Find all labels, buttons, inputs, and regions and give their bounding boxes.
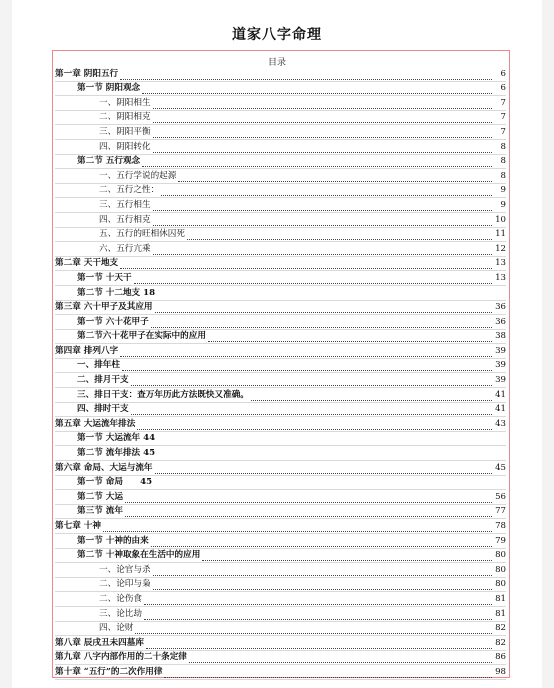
toc-page-number: 7 xyxy=(500,97,506,108)
toc-entry[interactable] xyxy=(55,549,506,564)
toc-entry-label: 第一节 大运流年 44 xyxy=(77,433,156,444)
toc-page-number: 86 xyxy=(495,652,506,663)
toc-entry[interactable] xyxy=(55,169,506,184)
toc-entry-label: 第二节六十花甲子在实际中的应用 xyxy=(77,331,206,342)
toc-entry-label: 四、阴阳转化 xyxy=(99,141,151,152)
toc-leader-dots xyxy=(202,552,492,561)
toc-entry[interactable] xyxy=(55,140,506,155)
toc-entry-label: 六、五行亢乘 xyxy=(99,243,151,254)
toc-leader-dots xyxy=(155,465,492,474)
toc-entry[interactable] xyxy=(55,155,506,170)
toc-page-number: 9 xyxy=(500,185,506,196)
toc-entry-label: 第十章 “五行”的二次作用律 xyxy=(55,666,163,677)
toc-page-number: 39 xyxy=(495,360,506,371)
toc-entry[interactable] xyxy=(55,534,506,549)
toc-entry-label: 五、五行的旺相休囚死 xyxy=(99,229,185,240)
toc-entry-label: 二、阴阳相克 xyxy=(99,112,151,123)
toc-entry-label: 一、五行学说的起源 xyxy=(99,170,177,181)
toc-entry[interactable] xyxy=(55,198,506,213)
toc-page-number: 81 xyxy=(495,608,506,619)
document-page xyxy=(12,0,542,688)
toc-leader-dots xyxy=(146,640,492,649)
toc-page-number: 36 xyxy=(495,316,506,327)
toc-leader-dots xyxy=(135,625,492,634)
toc-entry[interactable] xyxy=(55,271,506,286)
toc-leader-dots xyxy=(103,523,492,532)
toc-leader-dots xyxy=(178,173,492,182)
toc-leader-dots xyxy=(122,362,492,371)
toc-leader-dots xyxy=(153,129,492,138)
toc-entry-label: 第二章 天干地支 xyxy=(55,258,119,269)
toc-entry[interactable] xyxy=(55,213,506,228)
toc-leader-dots xyxy=(144,611,492,620)
toc-page-number: 39 xyxy=(495,345,506,356)
toc-entry[interactable] xyxy=(55,403,506,418)
toc-entry[interactable] xyxy=(55,622,506,637)
toc-entry[interactable] xyxy=(55,286,506,301)
toc-leader-dots xyxy=(153,202,492,211)
toc-page-number: 41 xyxy=(495,389,506,400)
toc-entry[interactable] xyxy=(55,519,506,534)
toc-leader-dots xyxy=(134,275,492,284)
toc-leader-dots xyxy=(161,187,492,196)
toc-entry-label: 四、排时干支 xyxy=(77,404,129,415)
toc-page-number: 98 xyxy=(495,666,506,677)
toc-leader-dots xyxy=(153,144,492,153)
toc-leader-dots xyxy=(155,304,492,313)
toc-entry[interactable] xyxy=(55,578,506,593)
toc-leader-dots xyxy=(164,669,492,678)
toc-page-number: 43 xyxy=(495,418,506,429)
toc-heading: 目录 xyxy=(267,58,286,68)
toc-entry-label: 第二节 流年排法 45 xyxy=(77,448,156,459)
toc-page-number: 6 xyxy=(500,83,506,94)
toc-page-number: 79 xyxy=(495,535,506,546)
toc-leader-dots xyxy=(153,217,492,226)
toc-page-number: 78 xyxy=(495,521,506,531)
toc-page-number: 8 xyxy=(500,141,506,152)
toc-entry-label: 第二节 十神取象在生活中的应用 xyxy=(77,550,201,561)
toc-leader-dots xyxy=(131,406,492,415)
toc-entry[interactable] xyxy=(55,359,506,374)
toc-leader-dots xyxy=(251,392,492,401)
toc-entry[interactable] xyxy=(55,592,506,607)
toc-leader-dots xyxy=(153,581,492,590)
toc-page-number: 6 xyxy=(500,68,506,79)
toc-entry-label: 三、五行相生 xyxy=(99,199,151,210)
toc-entry[interactable] xyxy=(55,505,506,520)
toc-page-number: 13 xyxy=(495,272,506,283)
toc-leader-dots xyxy=(120,71,492,80)
toc-entry-label: 三、阴阳平衡 xyxy=(99,126,151,137)
toc-leader-dots xyxy=(120,348,492,357)
toc-entry-label: 第一章 阴阳五行 xyxy=(55,68,119,79)
toc-entry-label: 第二节 十二地支 18 xyxy=(77,287,156,298)
toc-entry-label: 第五章 大运流年排法 xyxy=(55,418,136,429)
toc-entry-label: 三、论比劫 xyxy=(99,608,142,619)
toc-leader-dots xyxy=(131,377,492,386)
toc-entry-label: 二、五行之性： xyxy=(99,185,160,196)
toc-page-number: 10 xyxy=(495,214,506,225)
toc-page-number: 38 xyxy=(495,331,506,342)
toc-entry-label: 第二节 五行观念 xyxy=(77,156,141,167)
toc-entry-label: 二、论伤食 xyxy=(99,593,142,604)
toc-leader-dots xyxy=(137,421,492,430)
toc-entry[interactable] xyxy=(55,330,506,345)
toc-leader-dots xyxy=(153,114,492,123)
toc-entry[interactable] xyxy=(55,67,506,82)
toc-entry[interactable] xyxy=(55,344,506,359)
toc-entry-label: 第一节 六十花甲子 xyxy=(77,316,149,327)
toc-entry[interactable] xyxy=(55,315,506,330)
toc-entry[interactable] xyxy=(55,257,506,272)
toc-page-number: 45 xyxy=(495,462,506,473)
toc-page-number: 7 xyxy=(500,112,506,123)
toc-entry[interactable] xyxy=(55,432,506,447)
toc-leader-dots xyxy=(189,654,492,663)
toc-entry[interactable] xyxy=(55,125,506,140)
toc-entry-label: 四、五行相克 xyxy=(99,214,151,225)
toc-page-number: 82 xyxy=(495,637,506,648)
toc-entry-label: 第九章 八字内部作用的二十条定律 xyxy=(55,652,187,663)
toc-entry-label: 一、论官与杀 xyxy=(99,564,151,575)
toc-entry[interactable] xyxy=(55,563,506,578)
toc-entry-label: 一、阴阳相生 xyxy=(99,97,151,108)
toc-entry[interactable] xyxy=(55,665,506,680)
document-title: 道家八字命理 xyxy=(232,27,322,43)
toc-entry[interactable] xyxy=(55,636,506,651)
toc-leader-dots xyxy=(120,260,492,269)
toc-page-number: 80 xyxy=(495,564,506,575)
toc-entry[interactable] xyxy=(55,476,506,491)
toc-entry[interactable] xyxy=(55,242,506,257)
toc-entry[interactable] xyxy=(55,82,506,97)
toc-page-number: 11 xyxy=(495,229,506,240)
toc-entry-label: 第二节 大运 xyxy=(77,491,123,502)
toc-entry-label: 第三章 六十甲子及其应用 xyxy=(55,302,153,313)
toc-entry[interactable] xyxy=(55,607,506,622)
toc-entry-label: 四、论财 xyxy=(99,623,134,634)
toc-entry-label: 第四章 排列八字 xyxy=(55,345,119,356)
toc-entry-label: 第一节 阴阳观念 xyxy=(77,83,141,94)
toc-entry[interactable] xyxy=(55,301,506,316)
toc-leader-dots xyxy=(151,538,492,547)
toc-page-number: 7 xyxy=(500,126,506,137)
toc-entry-label: 第六章 命局、大运与流年 xyxy=(55,462,153,473)
toc-entry-label: 一、排年柱 xyxy=(77,360,120,371)
toc-leader-dots xyxy=(208,333,492,342)
toc-leader-dots xyxy=(187,231,492,240)
toc-entry-label: 第八章 辰戌丑未四墓库 xyxy=(55,637,144,648)
toc-entry[interactable] xyxy=(55,651,506,666)
toc-page-number: 39 xyxy=(495,375,506,386)
toc-list xyxy=(55,67,506,680)
toc-leader-dots xyxy=(151,319,492,328)
toc-entry[interactable] xyxy=(55,373,506,388)
toc-page-number: 81 xyxy=(495,593,506,604)
toc-entry-label: 第三节 流年 xyxy=(77,506,123,517)
toc-page-number: 12 xyxy=(495,243,506,254)
toc-entry-label: 三、排日干支：查万年历此方法既快又准确。 xyxy=(77,389,249,400)
toc-leader-dots xyxy=(153,567,492,576)
toc-page-number: 36 xyxy=(495,302,506,313)
toc-entry-label: 第七章 十神 xyxy=(55,521,101,531)
toc-entry[interactable] xyxy=(55,111,506,126)
toc-entry[interactable] xyxy=(55,184,506,199)
toc-leader-dots xyxy=(153,246,492,255)
toc-leader-dots xyxy=(125,508,492,517)
toc-entry-label: 二、排月干支 xyxy=(77,375,129,386)
toc-entry-label: 第一节 十神的由来 xyxy=(77,535,149,546)
toc-entry[interactable] xyxy=(55,388,506,403)
toc-page-number: 41 xyxy=(495,404,506,415)
toc-entry[interactable] xyxy=(55,461,506,476)
toc-page-number: 8 xyxy=(500,156,506,167)
toc-leader-dots xyxy=(142,85,492,94)
toc-entry[interactable] xyxy=(55,417,506,432)
toc-page-number: 13 xyxy=(495,258,506,269)
toc-leader-dots xyxy=(144,596,492,605)
toc-page-number: 9 xyxy=(500,199,506,210)
toc-entry[interactable] xyxy=(55,446,506,461)
toc-page-number: 80 xyxy=(495,550,506,561)
toc-leader-dots xyxy=(153,100,492,109)
toc-entry-label: 二、论印与枭 xyxy=(99,579,151,590)
toc-entry[interactable] xyxy=(55,228,506,243)
toc-entry-label: 第一节 命局 45 xyxy=(77,477,153,488)
toc-leader-dots xyxy=(142,158,492,167)
toc-leader-dots xyxy=(125,494,492,503)
toc-entry-label: 第一节 十天干 xyxy=(77,272,132,283)
toc-page-number: 77 xyxy=(495,506,506,517)
toc-page-number: 8 xyxy=(500,170,506,181)
toc-page-number: 56 xyxy=(495,491,506,502)
toc-entry[interactable] xyxy=(55,490,506,505)
toc-page-number: 82 xyxy=(495,623,506,634)
toc-entry[interactable] xyxy=(55,96,506,111)
toc-page-number: 80 xyxy=(495,579,506,590)
